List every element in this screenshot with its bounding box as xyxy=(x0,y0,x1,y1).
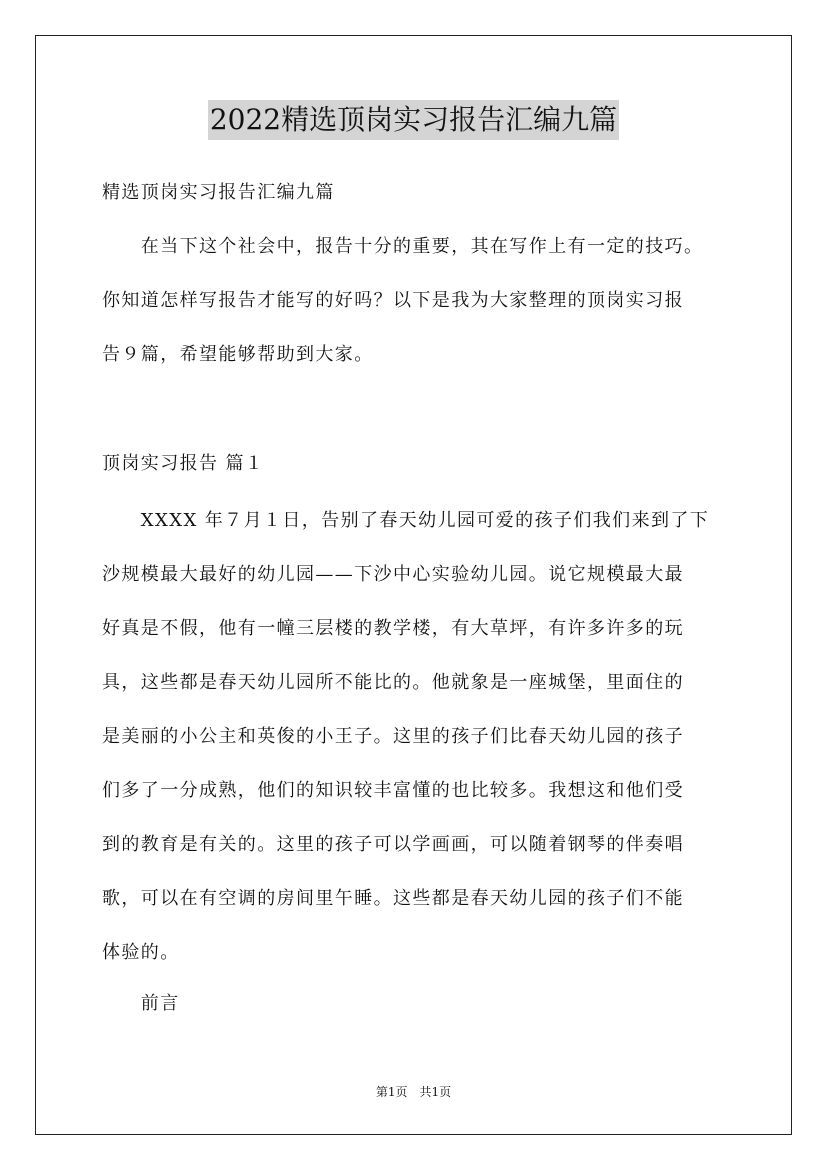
intro-line: 在当下这个社会中，报告十分的重要，其在写作上有一定的技巧。 xyxy=(102,236,704,257)
section-line: 到的教育是有关的。这里的孩子可以学画画，可以随着钢琴的伴奏唱 xyxy=(102,834,684,855)
section-heading xyxy=(102,437,742,491)
section-line: 沙规模最大最好的幼儿园——下沙中心实验幼儿园。说它规模最大最 xyxy=(102,564,684,585)
intro-line: 你知道怎样写报告才能写的好吗？以下是我为大家整理的顶岗实习报 xyxy=(102,290,684,311)
section-line: XXXX 年７月１日，告别了春天幼儿园可爱的孩子们我们来到了下 xyxy=(102,510,710,531)
document-title: 2022精选顶岗实习报告汇编九篇 xyxy=(208,100,619,140)
section-line: 好真是不假，他有一幢三层楼的教学楼，有大草坪，有许多许多的玩 xyxy=(102,618,684,639)
title-container xyxy=(0,100,827,140)
section-line: 歌，可以在有空调的房间里午睡。这些都是春天幼儿园的孩子们不能 xyxy=(102,888,684,909)
subtitle-line: 精选顶岗实习报告汇编九篇 xyxy=(102,182,335,203)
section-line: 是美丽的小公主和英俊的小王子。这里的孩子们比春天幼儿园的孩子 xyxy=(102,726,684,747)
section-paragraph xyxy=(102,494,742,980)
section-heading-line: 顶岗实习报告 篇１ xyxy=(102,453,265,474)
section-line: 体验的。 xyxy=(102,942,180,963)
subtitle xyxy=(102,166,742,220)
intro-paragraph xyxy=(102,220,742,382)
preface-line: 前言 xyxy=(102,993,180,1014)
intro-line: 告９篇，希望能够帮助到大家。 xyxy=(102,344,374,365)
page-footer: 第1页 共1页 xyxy=(375,1085,452,1099)
preface-heading xyxy=(102,977,742,1031)
section-line: 具，这些都是春天幼儿园所不能比的。他就象是一座城堡，里面住的 xyxy=(102,672,684,693)
section-line: 们多了一分成熟，他们的知识较丰富懂的也比较多。我想这和他们受 xyxy=(102,780,684,801)
